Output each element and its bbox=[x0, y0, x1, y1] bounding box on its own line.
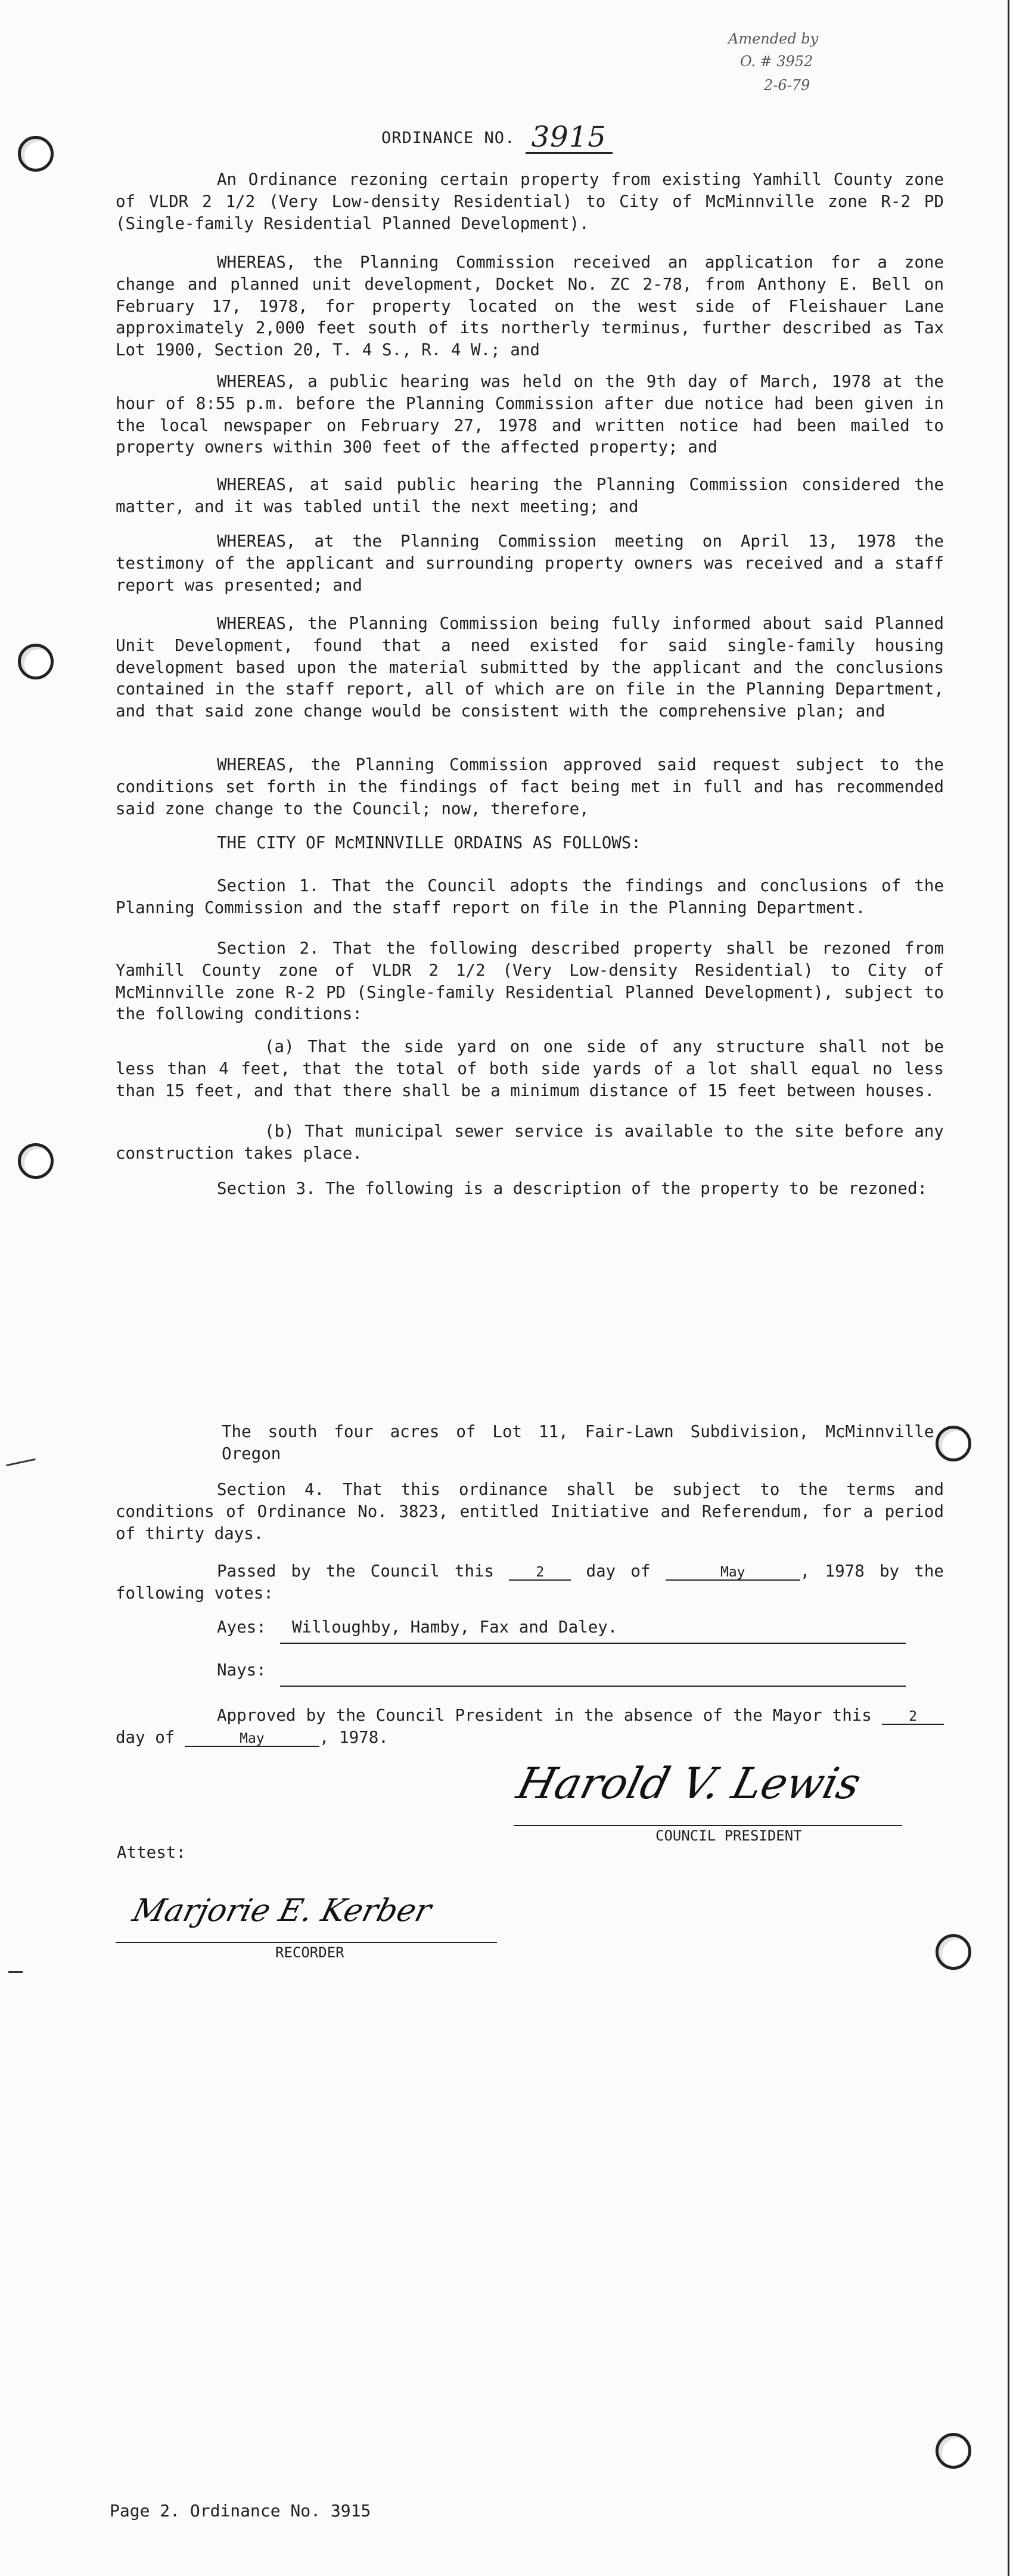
recorder-signature: Marjorie E. Kerber bbox=[129, 1893, 435, 1929]
punch-hole bbox=[18, 1143, 54, 1179]
president-signature-line bbox=[514, 1825, 902, 1826]
passed-text-before: Passed by the Council this bbox=[217, 1562, 495, 1581]
section-3: Section 3. The following is a description of the property to be rezoned: bbox=[217, 1179, 928, 1198]
council-president-signature: Harold V. Lewis bbox=[512, 1758, 866, 1808]
passed-day: 2 bbox=[509, 1565, 571, 1581]
amendment-note-line-3: 2-6-79 bbox=[764, 77, 810, 94]
approved-statement bbox=[116, 1705, 944, 1749]
council-president-title: COUNCIL PRESIDENT bbox=[655, 1827, 802, 1844]
title-prefix: ORDINANCE NO. bbox=[381, 129, 515, 147]
section-1: Section 1. That the Council adopts the findings and conclusions of the Planning Commission and the staff report on file in the Planning Department. bbox=[116, 876, 944, 917]
margin-mark bbox=[8, 1971, 23, 1973]
property-description: The south four acres of Lot 11, Fair-Lawn Subdivision, McMinnville, Oregon bbox=[222, 1422, 944, 1463]
ordains-heading: THE CITY OF McMINNVILLE ORDAINS AS FOLLOWS: bbox=[217, 833, 641, 852]
condition-a: (a) That the side yard on one side of any structure shall not be less than 4 feet, that the total of both side yards of a lot shall equal no less than 15 feet, and that there shall be a minimum distance of 15 feet between houses. bbox=[116, 1037, 944, 1100]
approved-month: May bbox=[185, 1731, 319, 1747]
whereas-paragraph-1: WHEREAS, the Planning Commission received an application for a zone change and planned unit development, Docket No. ZC 2-78, from Anthony E. Bell on February 17, 1978, for property located on the west side of Fleishauer Lane approximately 2,000 feet south of its northerly terminus, further described as Tax Lot 1900, Section 20, T. 4 S., R. 4 W.; and bbox=[116, 253, 944, 360]
whereas-paragraph-5: WHEREAS, the Planning Commission being fully informed about said Planned Unit Development, found that a need existed for said single-family housing development based upon the material submitted by the applicant and the conclusions contained in the staff report, all of which are on file in the Planning Department, and that said zone change would be consistent with the comprehensive plan; and bbox=[116, 614, 944, 721]
punch-hole bbox=[18, 644, 54, 679]
ordinance-number: 3915 bbox=[526, 122, 613, 154]
margin-mark bbox=[6, 1458, 36, 1466]
whereas-paragraph-3: WHEREAS, at said public hearing the Planning Commission considered the matter, and it was tabled until the next meeting; and bbox=[116, 475, 944, 516]
nays-label: Nays: bbox=[217, 1661, 266, 1680]
page-edge bbox=[1008, 0, 1009, 2576]
recorder-signature-line bbox=[116, 1942, 497, 1943]
punch-hole bbox=[936, 2433, 971, 2469]
approved-text-mid: day of bbox=[116, 1727, 175, 1747]
ayes-label: Ayes: bbox=[217, 1618, 266, 1637]
recorder-title: RECORDER bbox=[275, 1944, 344, 1961]
attest-label: Attest: bbox=[117, 1843, 186, 1862]
ayes-value: Willoughby, Hamby, Fax and Daley. bbox=[292, 1618, 618, 1637]
section-4: Section 4. That this ordinance shall be subject to the terms and conditions of Ordinance No. 3823, entitled Initiative and Referendum, for a period of thirty days. bbox=[116, 1480, 944, 1543]
intro-paragraph: An Ordinance rezoning certain property from existing Yamhill County zone of VLDR 2 1/2 (Very Low-density Residential) to City of McMinnville zone R-2 PD (Single-family Residential Planned Development). bbox=[116, 170, 944, 233]
passed-month: May bbox=[666, 1565, 800, 1581]
page-footer: Page 2. Ordinance No. 3915 bbox=[110, 2501, 371, 2521]
whereas-paragraph-2: WHEREAS, a public hearing was held on the 9th day of March, 1978 at the hour of 8:55 p.m. before the Planning Commission after due notice had been given in the local newspaper on February 27, 1978 and written notice had been mailed to property owners within 300 feet of the affected property; and bbox=[116, 372, 944, 457]
amendment-note-line-1: Amended by bbox=[728, 30, 819, 47]
amendment-note-line-2: O. # 3952 bbox=[740, 53, 813, 70]
whereas-paragraph-6: WHEREAS, the Planning Commission approved said request subject to the conditions set forth in the findings of fact being met in full and has recommended said zone change to the Council; now, therefore, bbox=[116, 755, 944, 818]
approved-text-after: , 1978. bbox=[319, 1727, 389, 1747]
punch-hole bbox=[936, 1934, 971, 1970]
passed-statement bbox=[116, 1560, 944, 1604]
ayes-line bbox=[280, 1643, 906, 1644]
section-2: Section 2. That the following described property shall be rezoned from Yamhill County zone of VLDR 2 1/2 (Very Low-density Residential) to City of McMinnville zone R-2 PD (Single-family Residential Planned Development), subject to the following conditions: bbox=[116, 939, 944, 1024]
whereas-paragraph-4: WHEREAS, at the Planning Commission meeting on April 13, 1978 the testimony of the applicant and surrounding property owners was received and a staff report was presented; and bbox=[116, 532, 944, 595]
approved-text-before: Approved by the Council President in the absence of the Mayor this bbox=[217, 1706, 872, 1725]
passed-text-mid: day of bbox=[586, 1562, 651, 1581]
nays-line bbox=[280, 1686, 906, 1687]
punch-hole bbox=[18, 136, 54, 172]
passed-text-after: , 1978 by the following votes: bbox=[116, 1562, 944, 1603]
ordinance-title bbox=[381, 122, 613, 154]
approved-day: 2 bbox=[882, 1709, 944, 1725]
condition-b: (b) That municipal sewer service is available to the site before any construction takes place. bbox=[116, 1122, 944, 1163]
